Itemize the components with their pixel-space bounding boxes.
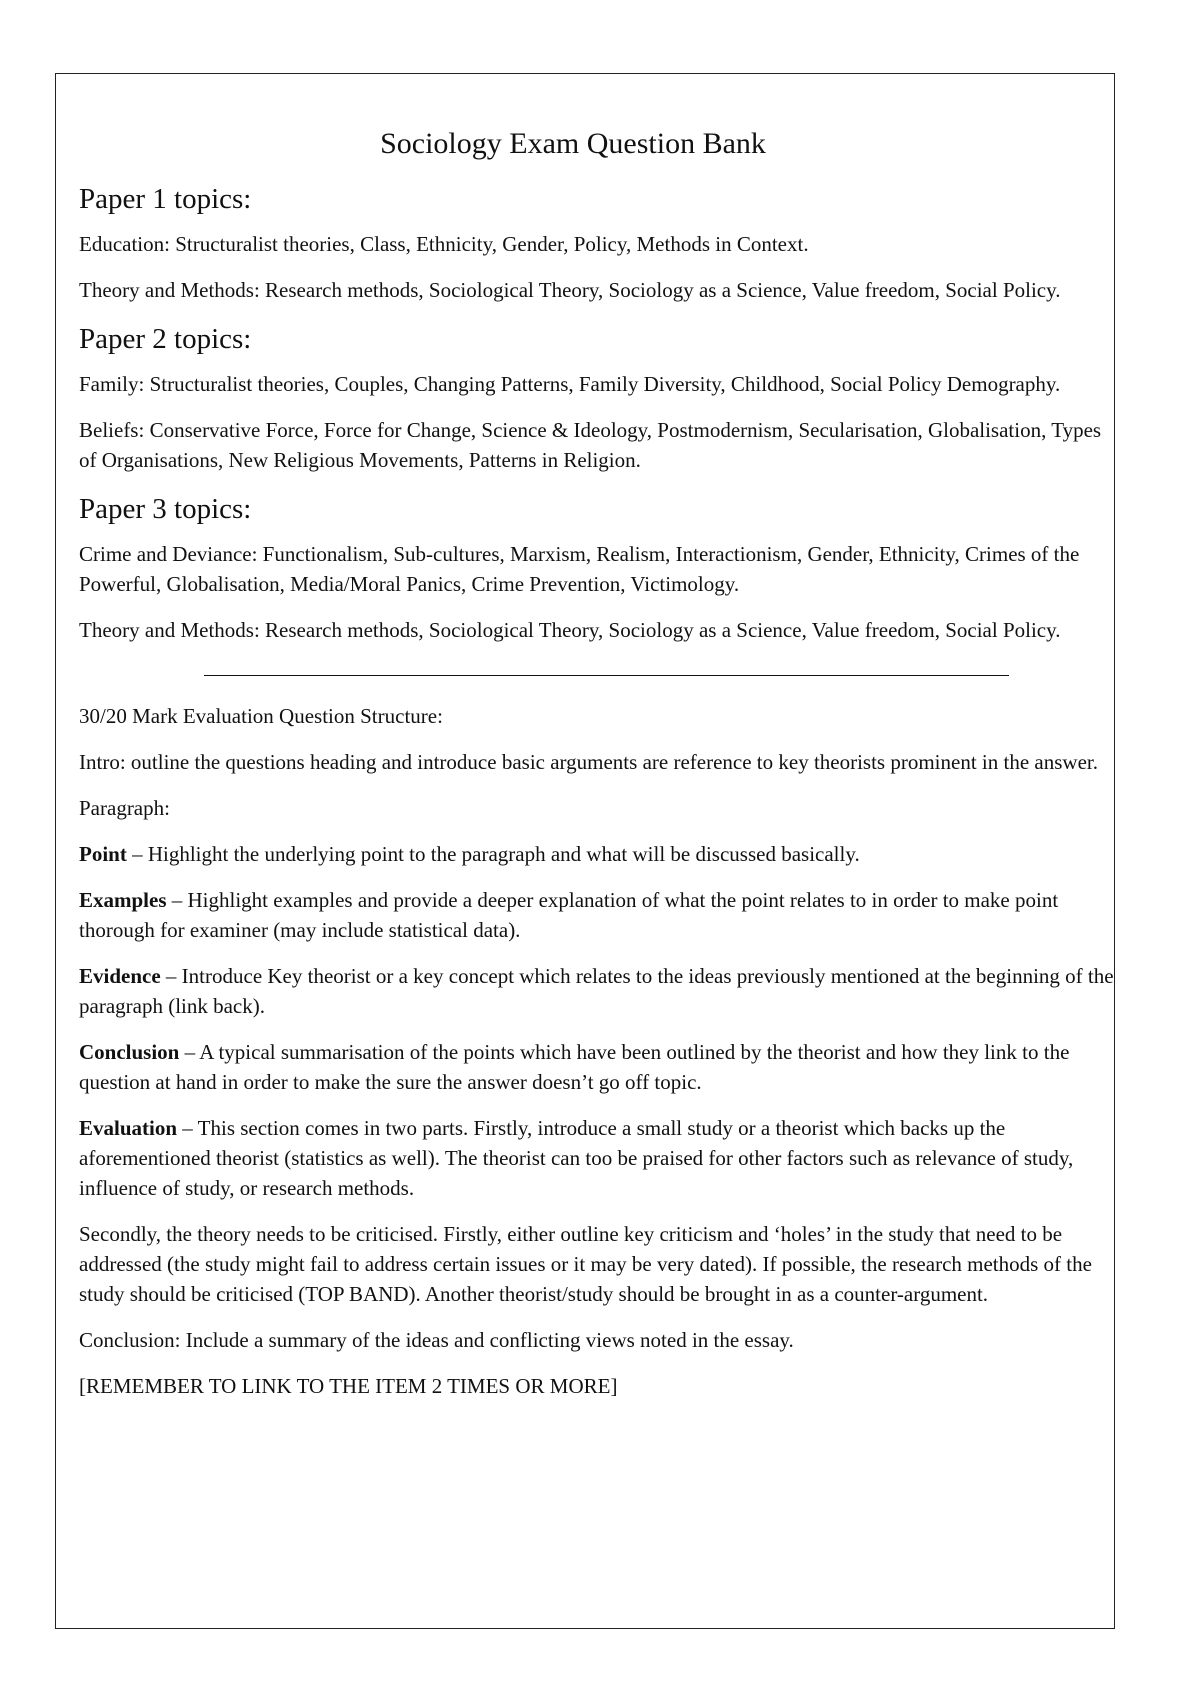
structure-intro: Intro: outline the questions heading and introduce basic arguments are reference to key theorists prominent in the answer. xyxy=(79,750,1098,774)
paper-3-theory-methods-topics: Theory and Methods: Research methods, Sociological Theory, Sociology as a Science, Value freedom, Social Policy. xyxy=(79,618,1061,642)
paper-1-heading: Paper 1 topics: xyxy=(79,183,252,215)
structure-secondly: Secondly, the theory needs to be criticised. Firstly, either outline key criticism and ‘holes’ in the study that need to be addressed (the study might fail to address certain issues or it may be very dated). If possible, the research methods of the study should be criticised (TOP BAND). Another theorist/study should be brought in as a counter-argument. xyxy=(79,1222,1092,1306)
paper-3-crime-topics: Crime and Deviance: Functionalism, Sub-cultures, Marxism, Realism, Interactionism, Gender, Ethnicity, Crimes of the Powerful, Globalisation, Media/Moral Panics, Crime Prevention, Victimology. xyxy=(79,542,1080,596)
conclusion-term: Conclusion xyxy=(79,1040,180,1064)
examples-text: – Highlight examples and provide a deeper explanation of what the point relates to in order to make point thorough for examiner (may include statistical data). xyxy=(79,888,1059,942)
structure-examples xyxy=(79,885,1115,945)
document-body xyxy=(79,125,1115,1417)
paper-1-education-topics: Education: Structuralist theories, Class, Ethnicity, Gender, Policy, Methods in Context. xyxy=(79,232,809,256)
evidence-term: Evidence xyxy=(79,964,161,988)
structure-paragraph-label: Paragraph: xyxy=(79,796,170,820)
paper-2-heading: Paper 2 topics: xyxy=(79,323,252,355)
paper-1-theory-methods-topics: Theory and Methods: Research methods, Sociological Theory, Sociology as a Science, Value freedom, Social Policy. xyxy=(79,278,1061,302)
examples-term: Examples xyxy=(79,888,167,912)
conclusion-item-text: – A typical summarisation of the points which have been outlined by the theorist and how they link to the question at hand in order to make the sure the answer doesn’t go off topic. xyxy=(79,1040,1070,1094)
structure-reminder: [REMEMBER TO LINK TO THE ITEM 2 TIMES OR MORE] xyxy=(79,1374,618,1398)
evaluation-term: Evaluation xyxy=(79,1116,178,1140)
point-term: Point xyxy=(79,842,127,866)
point-text: – Highlight the underlying point to the paragraph and what will be discussed basically. xyxy=(126,842,860,866)
structure-point xyxy=(79,839,1115,869)
structure-evidence xyxy=(79,961,1115,1021)
document-title: Sociology Exam Question Bank xyxy=(380,127,766,160)
paper-3-heading: Paper 3 topics: xyxy=(79,493,252,525)
section-divider xyxy=(204,675,1009,676)
structure-conclusion-item xyxy=(79,1037,1115,1097)
paper-2-beliefs-topics: Beliefs: Conservative Force, Force for Change, Science & Ideology, Postmodernism, Secularisation, Globalisation, Types of Organisations, New Religious Movements, Patterns in Religion. xyxy=(79,418,1102,472)
structure-evaluation xyxy=(79,1113,1115,1203)
paper-2-family-topics: Family: Structuralist theories, Couples, Changing Patterns, Family Diversity, Childhood, Social Policy Demography. xyxy=(79,372,1061,396)
evidence-text: – Introduce Key theorist or a key concept which relates to the ideas previously mentioned at the beginning of the paragraph (link back). xyxy=(79,964,1114,1018)
structure-conclusion: Conclusion: Include a summary of the ideas and conflicting views noted in the essay. xyxy=(79,1328,794,1352)
structure-heading: 30/20 Mark Evaluation Question Structure: xyxy=(79,704,443,728)
evaluation-text: – This section comes in two parts. Firstly, introduce a small study or a theorist which backs up the aforementioned theorist (statistics as well). The theorist can too be praised for other factors such as relevance of study, influence of study, or research methods. xyxy=(79,1116,1074,1200)
